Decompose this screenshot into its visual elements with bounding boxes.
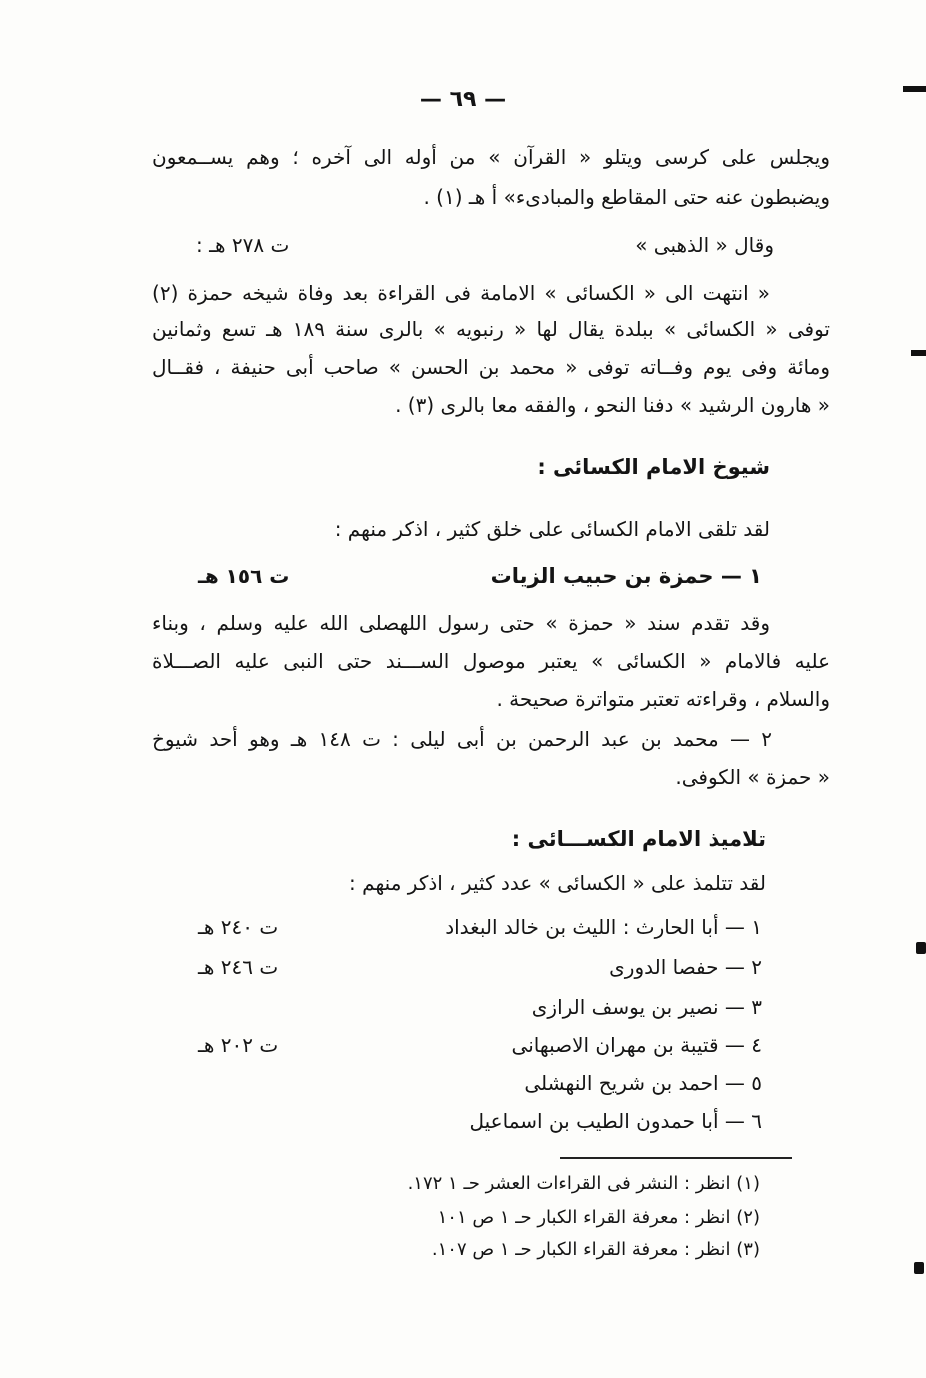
paragraph-line: وقد تقدم سند « حمزة » حتى رسول اللهصلى الله عليه وسلم ، وبناء [152,611,770,635]
teacher-item-line: ٢ — محمد بن عبد الرحمن بن أبى ليلى : ت ١٤٨ هـ وهو أحد شيوخ [152,727,773,751]
scan-mark [916,942,926,954]
page-number: — ٦٩ — [419,87,507,112]
student-item-name: ٦ — أبا حمدون الطيب بن اسماعيل [469,1109,762,1133]
footnote: (٢) انظر : معرفة القراء الكبار حـ ١ ص ١٠١ [437,1207,760,1228]
paragraph-line: توفى « الكسائى » ببلدة يقال لها « رنبويه » بالرى سنة ١٨٩ هـ تسع وثمانين [152,317,830,341]
student-item-date: ت ٢٤٠ هـ [198,915,279,939]
section-heading-teachers: شيوخ الامام الكسائى : [537,455,770,479]
student-item-name: ٣ — نصير بن يوسف الرازى [531,995,762,1019]
footnote-divider [560,1157,792,1159]
student-item-date: ت ٢٤٦ هـ [198,955,279,979]
paragraph-line: والسلام ، وقراءته تعتبر متواترة صحيحة . [496,687,830,711]
paragraph-line: ومائة وفى يوم وفــاته توفى « محمد بن الحسن » صاحب أبى حنيفة ، فقــال [152,355,830,379]
teacher-item-date: ت ١٥٦ هـ [198,564,290,588]
section-intro: لقد تتلمذ على « الكسائى » عدد كثير ، اذكر منهم : [349,871,766,895]
scan-mark [903,86,926,92]
student-item-date: ت ٢٠٢ هـ [198,1033,279,1057]
student-item-name: ٤ — قتيبة بن مهران الاصبهانى [511,1033,762,1057]
student-item-name: ٥ — احمد بن شريح النهشلى [524,1071,762,1095]
quote-source-date: ت ٢٧٨ هـ : [196,233,290,257]
teacher-item-line: « حمزة » الكوفى. [675,765,830,789]
teacher-item-name: ١ — حمزة بن حبيب الزيات [490,564,762,588]
section-heading-students: تلاميذ الامام الكســـائى : [511,827,766,851]
scan-mark [914,1262,924,1274]
quote-source-label: وقال « الذهبى » [635,233,774,257]
footnote: (١) انظر : النشر فى القراءات العشر حـ ١ ١٧٢. [407,1173,760,1194]
paragraph-line: « انتهت الى « الكسائى » الامامة فى القراءة بعد وفاة شيخه حمزة (٢) [152,281,770,305]
student-item-name: ٢ — حفصا الدورى [609,955,762,979]
footnote: (٣) انظر : معرفة القراء الكبار حـ ١ ص ١٠٧. [431,1239,760,1260]
paragraph-line: عليه فالامام « الكسائى » يعتبر موصول الســـند حتى النبى عليه الصـــلاة [152,649,830,673]
paragraph-line: ويضبطون عنه حتى المقاطع والمبادىء» أ هـ (١) . [423,185,830,209]
scan-mark [911,350,926,356]
student-item-name: ١ — أبا الحارث : الليث بن خالد البغداد [445,915,762,939]
section-intro: لقد تلقى الامام الكسائى على خلق كثير ، اذكر منهم : [334,517,770,541]
paragraph-line: ويجلس على كرسى ويتلو « القرآن » من أوله الى آخره ؛ وهم يســمعون [152,145,830,169]
paragraph-line: « هارون الرشيد » دفنا النحو ، والفقه معا بالرى (٣) . [395,393,830,417]
